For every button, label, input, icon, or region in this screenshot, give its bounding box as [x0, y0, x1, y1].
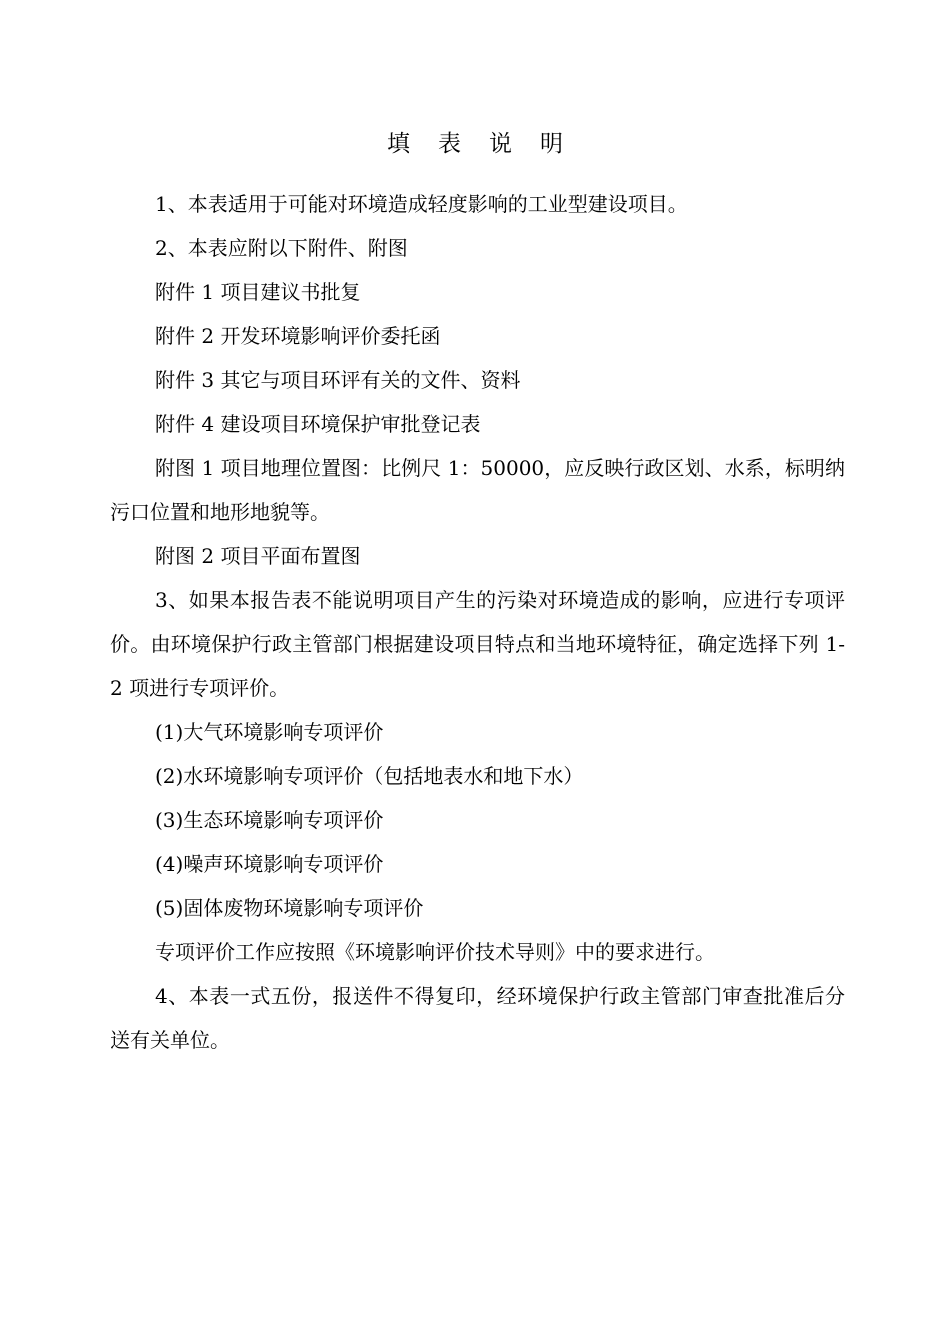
page-title: 填表说明 [387, 131, 591, 157]
figure-2: 附图 2 项目平面布置图 [155, 544, 361, 568]
attachment-3: 附件 3 其它与项目环评有关的文件、资料 [155, 368, 521, 392]
paragraph-copies: 4、本表一式五份，报送件不得复印，经环境保护行政主管部门审查批准后分送有关单位。 [110, 984, 845, 1052]
evaluation-item-5: (5)固体废物环境影响专项评价 [155, 896, 424, 920]
evaluation-item-3: (3)生态环境影响专项评价 [155, 808, 384, 832]
paragraph-applicability: 1、本表适用于可能对环境造成轻度影响的工业型建设项目。 [155, 192, 688, 216]
attachment-4: 附件 4 建设项目环境保护审批登记表 [155, 412, 481, 436]
attachment-2: 附件 2 开发环境影响评价委托函 [155, 324, 441, 348]
evaluation-item-4: (4)噪声环境影响专项评价 [155, 852, 384, 876]
evaluation-item-1: (1)大气环境影响专项评价 [155, 720, 384, 744]
figure-1: 附图 1 项目地理位置图：比例尺 1：50000，应反映行政区划、水系，标明纳污口位置和地形地貌等。 [110, 456, 845, 524]
attachment-1: 附件 1 项目建议书批复 [155, 280, 361, 304]
paragraph-guideline: 专项评价工作应按照《环境影响评价技术导则》中的要求进行。 [155, 940, 715, 964]
paragraph-attachments-intro: 2、本表应附以下附件、附图 [155, 236, 408, 260]
paragraph-special-evaluation: 3、如果本报告表不能说明项目产生的污染对环境造成的影响，应进行专项评价。由环境保护行政主管部门根据建设项目特点和当地环境特征，确定选择下列 1-2 项进行专项评价。 [110, 588, 845, 700]
evaluation-item-2: (2)水环境影响专项评价（包括地表水和地下水） [155, 764, 584, 788]
instructions-body [110, 182, 845, 1062]
